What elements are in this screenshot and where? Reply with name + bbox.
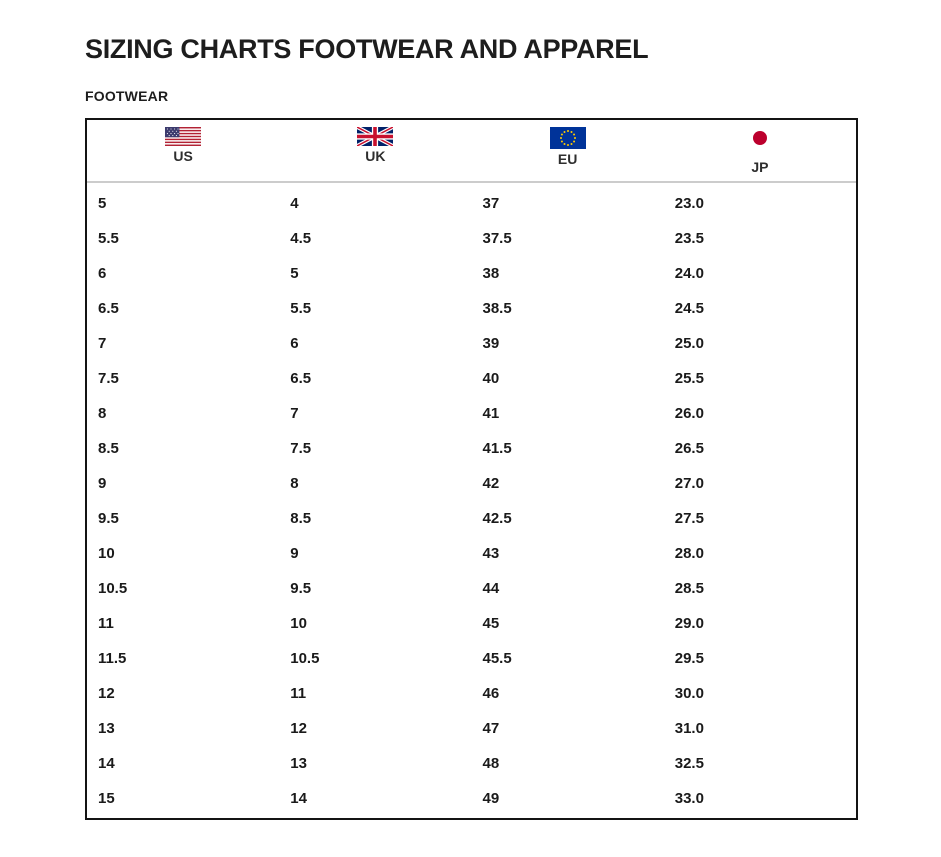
country-label-us: US: [173, 148, 193, 164]
size-cell: 31.0: [674, 720, 704, 737]
size-cell: 7: [290, 405, 299, 422]
size-cell: 48: [482, 755, 500, 772]
size-row: [87, 326, 856, 361]
size-cell: 47: [482, 720, 500, 737]
size-cell: 29.5: [674, 650, 704, 667]
size-cell: 37.5: [482, 230, 512, 247]
size-row: [87, 361, 856, 396]
size-cell: 44: [482, 580, 500, 597]
size-cell: 23.5: [674, 230, 704, 247]
size-cell: 38.5: [482, 300, 512, 317]
column-header-uk: [279, 120, 471, 181]
eu-flag-icon: [550, 127, 586, 149]
size-row: [87, 711, 856, 746]
size-cell: 14: [98, 755, 115, 772]
size-cell: 41: [482, 405, 500, 422]
size-row: [87, 641, 856, 676]
size-cell: 7: [98, 335, 107, 352]
size-cell: 10.5: [98, 580, 128, 597]
size-cell: 11: [98, 615, 114, 632]
size-cell: 27.0: [674, 475, 704, 492]
size-cell: 8: [98, 405, 107, 422]
size-cell: 8.5: [98, 440, 119, 457]
size-cell: 13: [98, 720, 115, 737]
size-row: [87, 676, 856, 711]
size-cell: 28.0: [674, 545, 704, 562]
size-cell: 9: [98, 475, 107, 492]
size-cell: 42.5: [482, 510, 512, 527]
column-header-jp: [664, 120, 856, 181]
size-cell: 40: [482, 370, 500, 387]
size-cell: 10: [290, 615, 307, 632]
size-cell: 8.5: [290, 510, 312, 527]
size-cell: 46: [482, 685, 500, 702]
size-row: [87, 606, 856, 641]
size-row: [87, 256, 856, 291]
size-row: [87, 571, 856, 606]
us-flag-icon: [165, 127, 201, 146]
size-cell: 30.0: [674, 685, 704, 702]
size-cell: 15: [98, 790, 115, 807]
size-cell: 38: [482, 265, 500, 282]
country-label-eu: EU: [557, 151, 578, 167]
size-row: [87, 186, 856, 221]
size-row: [87, 431, 856, 466]
size-cell: 24.0: [674, 265, 704, 282]
size-cell: 12: [98, 685, 115, 702]
size-cell: 23.0: [674, 195, 704, 212]
size-row: [87, 466, 856, 501]
size-row: [87, 501, 856, 536]
jp-flag-icon: [743, 127, 777, 157]
size-cell: 24.5: [674, 300, 704, 317]
size-cell: 12: [290, 720, 307, 737]
page-title: SIZING CHARTS FOOTWEAR AND APPAREL: [85, 34, 649, 64]
size-cell: 27.5: [674, 510, 704, 527]
size-cell: 10: [98, 545, 115, 562]
size-cell: 25.5: [674, 370, 704, 387]
country-label-uk: UK: [365, 148, 386, 164]
size-row: [87, 536, 856, 571]
size-cell: 6.5: [290, 370, 312, 387]
size-cell: 9.5: [290, 580, 312, 597]
size-cell: 5: [98, 195, 107, 212]
size-cell: 25.0: [674, 335, 704, 352]
size-cell: 6: [290, 335, 299, 352]
size-cell: 11.5: [98, 650, 127, 667]
size-row: [87, 746, 856, 781]
size-cell: 42: [482, 475, 500, 492]
country-label-jp: JP: [751, 159, 769, 175]
table-header-row: [87, 120, 856, 183]
size-cell: 32.5: [674, 755, 704, 772]
size-cell: 28.5: [674, 580, 704, 597]
footwear-sizing-table: [85, 118, 858, 820]
size-cell: 6: [98, 265, 107, 282]
size-cell: 29.0: [674, 615, 704, 632]
size-cell: 7.5: [98, 370, 119, 387]
size-cell: 45.5: [482, 650, 512, 667]
size-cell: 13: [290, 755, 307, 772]
size-cell: 49: [482, 790, 500, 807]
size-cell: 10.5: [290, 650, 320, 667]
size-cell: 5.5: [98, 230, 119, 247]
size-cell: 7.5: [290, 440, 312, 457]
size-cell: 26.0: [674, 405, 704, 422]
size-cell: 11: [290, 685, 307, 702]
size-cell: 41.5: [482, 440, 512, 457]
table-body: [87, 183, 856, 818]
size-cell: 9.5: [98, 510, 119, 527]
size-cell: 4: [290, 195, 299, 212]
column-header-eu: [472, 120, 664, 181]
size-cell: 5.5: [290, 300, 312, 317]
size-cell: 5: [290, 265, 299, 282]
size-cell: 37: [482, 195, 500, 212]
size-row: [87, 396, 856, 431]
size-row: [87, 781, 856, 816]
size-cell: 45: [482, 615, 500, 632]
size-cell: 33.0: [674, 790, 704, 807]
section-label: FOOTWEAR: [85, 88, 169, 104]
size-cell: 43: [482, 545, 500, 562]
size-cell: 8: [290, 475, 299, 492]
size-row: [87, 291, 856, 326]
size-cell: 39: [482, 335, 500, 352]
size-cell: 9: [290, 545, 299, 562]
size-cell: 4.5: [290, 230, 312, 247]
size-cell: 26.5: [674, 440, 704, 457]
column-header-us: [87, 120, 279, 181]
uk-flag-icon: [357, 127, 393, 146]
size-row: [87, 221, 856, 256]
size-cell: 14: [290, 790, 307, 807]
size-cell: 6.5: [98, 300, 119, 317]
